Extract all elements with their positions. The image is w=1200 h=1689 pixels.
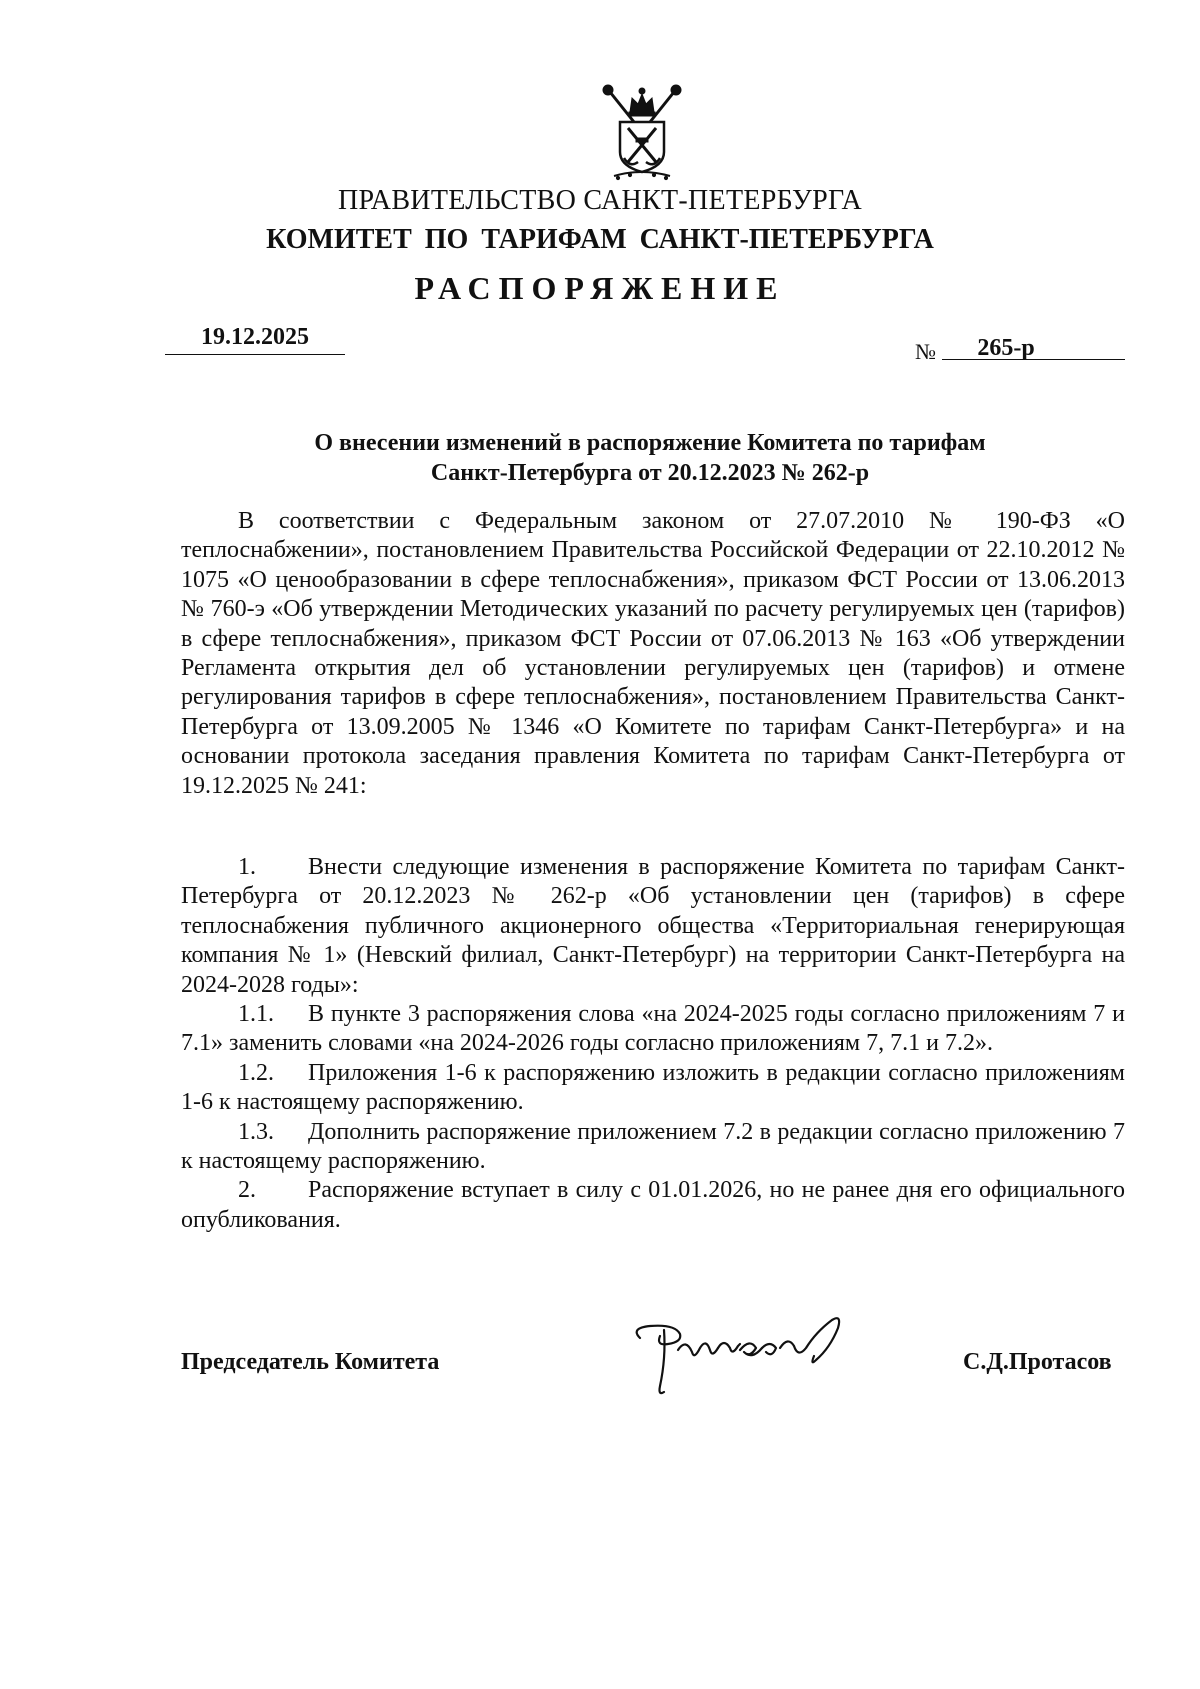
item-number: 1.2. [238,1059,274,1086]
subject-line-2: Санкт-Петербурга от 20.12.2023 № 262-р [430,460,870,486]
government-name: ПРАВИТЕЛЬСТВО САНКТ-ПЕТЕРБУРГА [338,185,862,216]
item-text: Приложения 1-6 к распоряжению изложить в редакции согласно приложениям 1-6 к настоящему распоряжению. [181,1059,1125,1116]
coat-of-arms-emblem-icon [596,82,688,182]
list-item [181,1059,1125,1118]
item-number: 2. [238,1177,256,1204]
subject-line-1: О внесении изменений в распоряжение Комитета по тарифам [314,430,986,456]
number-underline [942,359,1125,360]
preamble-paragraph: В соответствии с Федеральным законом от 27.07.2010 № 190-ФЗ «О теплоснабжении», постановлением Правительства Российской Федерации от 22.10.2012 № 1075 «О ценообразовании в сфере теплоснабжения», приказом ФСТ России от 13.06.2013 № 760-э «Об утверждении Методических указаний по расчету регулируемых цен (тарифов) в сфере теплоснабжения», приказом ФСТ России от 07.06.2013 № 163 «Об утверждении Регламента открытия дел об установлении регулируемых цен (тарифов) и отмене регулирования тарифов в сфере теплоснабжения», постановлением Правительства Санкт-Петербурга от 13.09.2005 № 1346 «О Комитете по тарифам Санкт-Петербурга» и на основании протокола заседания правления Комитета по тарифам Санкт-Петербурга от 19.12.2025 № 241: [181,508,1125,799]
committee-name: КОМИТЕТ ПО ТАРИФАМ САНКТ-ПЕТЕРБУРГА [266,224,934,255]
number-prefix: № [915,339,936,364]
signatory-title: Председатель Комитета [181,1349,440,1375]
list-item [181,853,1125,1000]
document-type: РАСПОРЯЖЕНИЕ [414,270,786,306]
item-number: 1.3. [238,1118,274,1145]
signatory-name: С.Д.Протасов [963,1349,1112,1375]
document-date: 19.12.2025 [201,324,309,350]
document-subject [180,428,1120,488]
item-text: Внести следующие изменения в распоряжение Комитета по тарифам Санкт-Петербурга от 20.12.2023 № 262-р «Об установлении цен (тарифов) в сфере теплоснабжения публичного акционерного общества «Территориальная генерирующая компания № 1» (Невский филиал, Санкт-Петербург) на территории Санкт-Петербурга на 2024-2028 годы»: [181,854,1125,998]
list-item [181,1118,1125,1177]
list-item [181,1000,1125,1059]
handwritten-signature-icon [620,1308,870,1403]
list-item [181,1176,1125,1235]
item-text: Распоряжение вступает в силу с 01.01.2026, но не ранее дня его официального опубликования. [181,1177,1125,1233]
item-text: Дополнить распоряжение приложением 7.2 в редакции согласно приложению 7 к настоящему распоряжению. [181,1118,1125,1175]
item-text: В пункте 3 распоряжения слова «на 2024-2025 годы согласно приложениям 7 и 7.1» заменить словами «на 2024-2026 годы согласно приложениям 7, 7.1 и 7.2». [181,1001,1125,1057]
items-list [181,853,1125,1235]
item-number: 1. [238,854,256,880]
item-number: 1.1. [238,1001,274,1028]
document-number: 265-р [977,335,1035,361]
date-underline [165,354,345,355]
